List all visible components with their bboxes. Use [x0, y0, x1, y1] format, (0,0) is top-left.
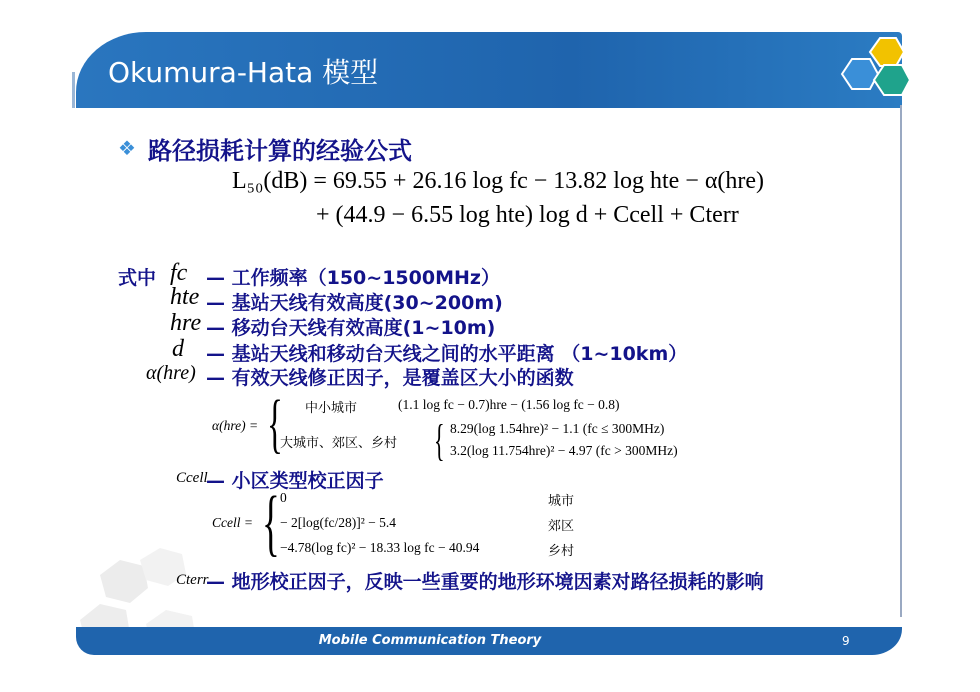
symbol-hte: hte	[170, 284, 200, 310]
alpha-eq-lhs: α(hre) =	[212, 418, 259, 433]
slide-right-border	[900, 105, 902, 617]
ccell-eq-lhs: Ccell =	[212, 515, 253, 530]
page-number: 9	[842, 634, 850, 648]
formula-line-1: L₅₀(dB) = 69.55 + 26.16 log fc − 13.82 log hte − α(hre)	[232, 168, 765, 194]
alpha-case2-brace: {	[434, 416, 445, 465]
symbol-d: d	[172, 336, 184, 362]
ccell-eq-brace: {	[262, 482, 280, 564]
alpha-case2b-expr: 3.2(log 11.754hre)² − 4.97 (fc > 300MHz)	[450, 443, 678, 458]
alpha-case2-label: 大城市、郊区、乡村	[280, 436, 398, 451]
ccell-row1-expr: 0	[280, 490, 287, 505]
alpha-case2a-expr: 8.29(log 1.54hre)² − 1.1 (fc ≤ 300MHz)	[450, 421, 665, 436]
alpha-case1-expr: (1.1 log fc − 0.7)hre − (1.56 log fc − 0.8)	[398, 397, 620, 412]
definition-ccell: — 小区类型校正因子	[206, 470, 384, 492]
hexagon-logo-icon	[812, 34, 912, 118]
definition-hte: — 基站天线有效高度(30~200m)	[206, 292, 503, 314]
definition-cterr: — 地形校正因子，反映一些重要的地形环境因素对路径损耗的影响	[206, 571, 764, 593]
alpha-eq-brace: {	[267, 387, 283, 460]
formula-line-2: + (44.9 − 6.55 log hte) log d + Ccell + Cterr	[316, 202, 739, 228]
symbol-ccell: Ccell	[176, 470, 208, 486]
definition-alpha: — 有效天线修正因子，是覆盖区大小的函数	[206, 367, 574, 389]
symbol-hre: hre	[170, 310, 202, 336]
symbol-cterr: Cterr	[176, 572, 209, 588]
definition-fc: — 工作频率（150~1500MHz）	[206, 267, 500, 289]
ccell-row3-label: 乡村	[548, 544, 575, 559]
definition-prefix: 式中	[118, 267, 157, 289]
ccell-row2-expr: − 2[log(fc/28)]² − 5.4	[280, 515, 396, 530]
ccell-row1-label: 城市	[548, 494, 575, 509]
symbol-alpha: α(hre)	[146, 362, 196, 384]
footer-text: Mobile Communication Theory	[318, 633, 542, 648]
slide-title: Okumura-Hata 模型	[108, 56, 379, 89]
ccell-row3-expr: −4.78(log fc)² − 18.33 log fc − 40.94	[280, 540, 480, 555]
bullet-icon: ❖	[118, 136, 136, 160]
definition-hre: — 移动台天线有效高度(1~10m)	[206, 317, 496, 339]
alpha-case1-label: 中小城市	[305, 401, 358, 416]
symbol-fc: fc	[170, 260, 188, 286]
section-heading: 路径损耗计算的经验公式	[148, 137, 412, 165]
definition-d: — 基站天线和移动台天线之间的水平距离 （1~10km）	[206, 343, 688, 365]
ccell-row2-label: 郊区	[548, 519, 575, 534]
title-accent-strip	[72, 72, 75, 108]
